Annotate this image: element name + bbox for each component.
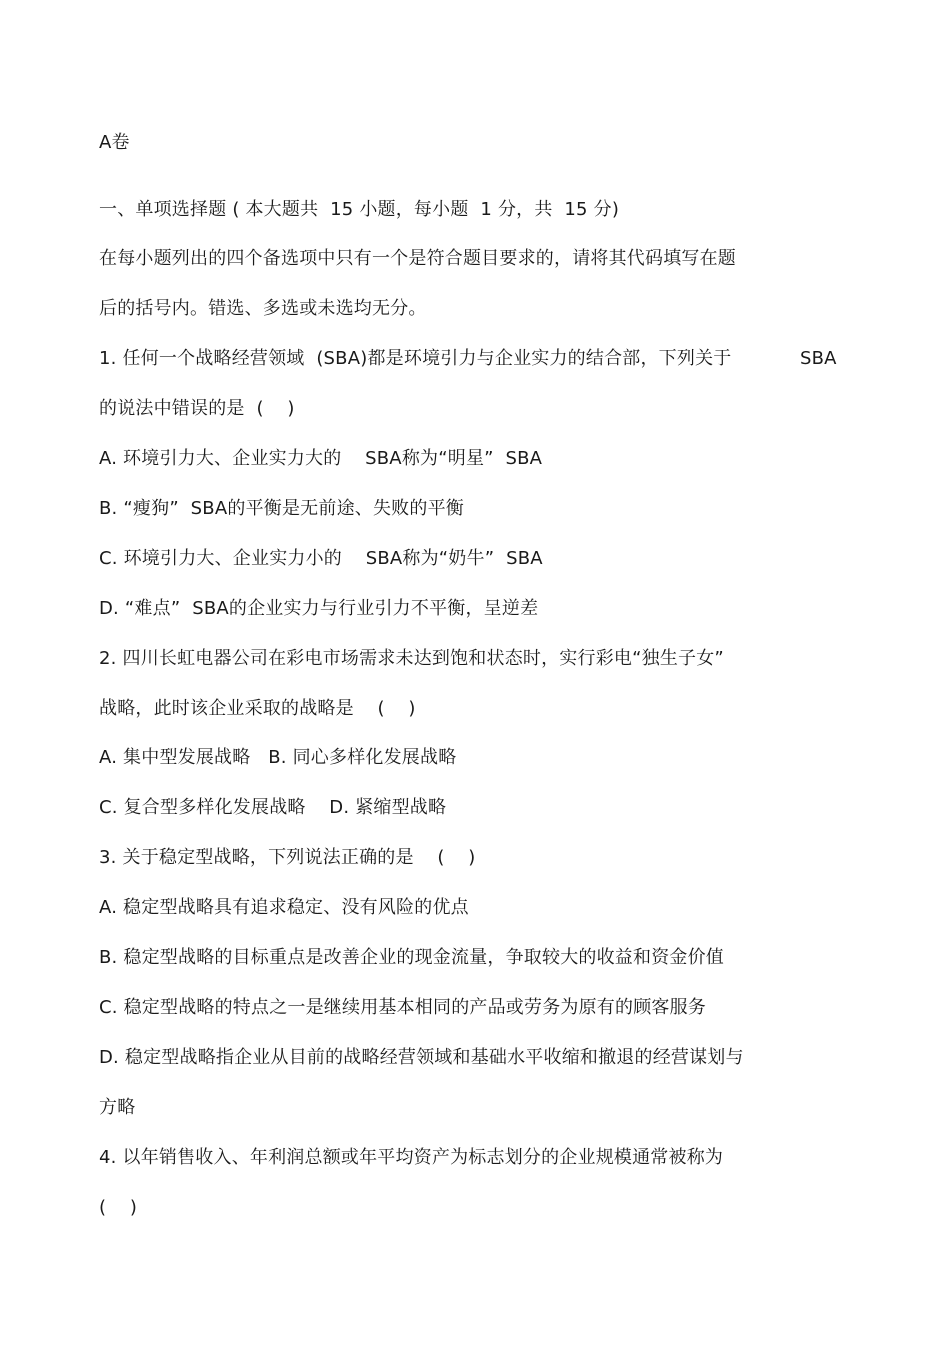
- question-3-option-d-line-1: D. 稳定型战略指企业从目前的战略经营领域和基础水平收缩和撤退的经营谋划与: [99, 1047, 744, 1068]
- question-1-line-1-end: SBA: [800, 348, 837, 369]
- question-3-option-b: B. 稳定型战略的目标重点是改善企业的现金流量，争取较大的收益和资金价值: [99, 947, 724, 968]
- question-2-options-cd: C. 复合型多样化发展战略 D. 紧缩型战略: [99, 797, 447, 818]
- question-2-line-1: 2. 四川长虹电器公司在彩电市场需求未达到饱和状态时，实行彩电“独生子女”: [99, 648, 724, 669]
- question-1-option-c: C. 环境引力大、企业实力小的 SBA称为“奶牛” SBA: [99, 548, 543, 569]
- question-4-line-1: 4. 以年销售收入、年利润总额或年平均资产为标志划分的企业规模通常被称为: [99, 1147, 724, 1168]
- question-3-option-d-line-2: 方略: [99, 1097, 136, 1118]
- question-2-options-ab: A. 集中型发展战略 B. 同心多样化发展战略: [99, 747, 457, 768]
- question-1-option-b: B. “瘦狗” SBA的平衡是无前途、失败的平衡: [99, 498, 464, 519]
- instructions-line-1: 在每小题列出的四个备选项中只有一个是符合题目要求的，请将其代码填写在题: [99, 248, 736, 269]
- question-3-option-a: A. 稳定型战略具有追求稳定、没有风险的优点: [99, 897, 469, 918]
- question-2-line-2: 战略，此时该企业采取的战略是 ( ): [99, 698, 416, 719]
- question-1-option-d: D. “难点” SBA的企业实力与行业引力不平衡，呈逆差: [99, 598, 539, 619]
- instructions-line-2: 后的括号内。错选、多选或未选均无分。: [99, 298, 427, 319]
- question-1-option-a: A. 环境引力大、企业实力大的 SBA称为“明星” SBA: [99, 448, 543, 469]
- question-3-option-c: C. 稳定型战略的特点之一是继续用基本相同的产品或劳务为原有的顾客服务: [99, 997, 707, 1018]
- question-1-line-2: 的说法中错误的是 ( ): [99, 398, 295, 419]
- question-1-line-1: 1. 任何一个战略经营领域 (SBA)都是环境引力与企业实力的结合部，下列关于: [99, 348, 732, 369]
- question-4-line-2: ( ): [99, 1197, 138, 1218]
- paper-label: A卷: [99, 132, 130, 153]
- section-heading: 一、单项选择题 ( 本大题共 15 小题，每小题 1 分，共 15 分): [99, 199, 620, 220]
- question-3-line-1: 3. 关于稳定型战略，下列说法正确的是 ( ): [99, 847, 476, 868]
